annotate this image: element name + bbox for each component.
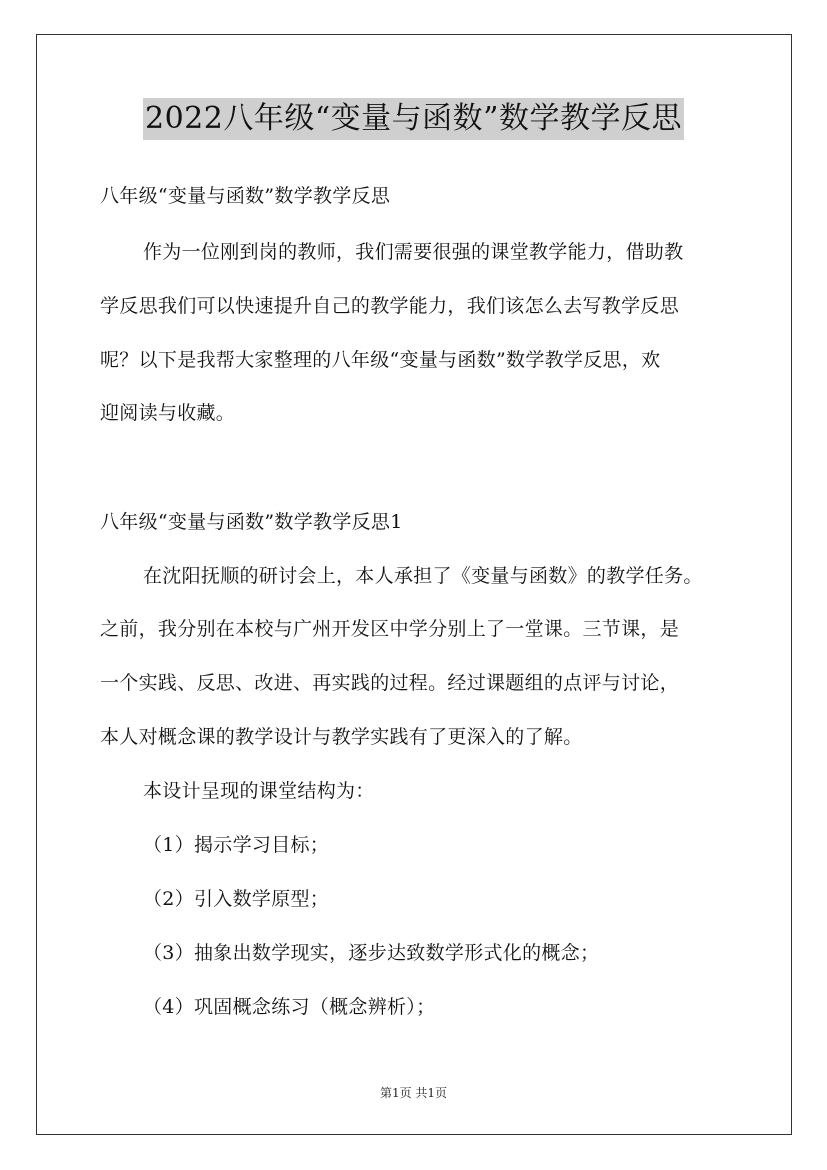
structure-item: （2）引入数学原型； <box>143 888 330 910</box>
section-line: 在沈阳抚顺的研讨会上，本人承担了《变量与函数》的教学任务。 <box>143 565 703 587</box>
intro-line: 学反思我们可以快速提升自己的教学能力，我们该怎么去写教学反思 <box>100 295 680 317</box>
structure-intro: 本设计呈现的课堂结构为： <box>143 780 375 802</box>
title-container <box>0 98 827 140</box>
intro-line: 呢？以下是我帮大家整理的八年级“变量与函数”数学教学反思，欢 <box>100 349 661 371</box>
section-line: 一个实践、反思、改进、再实践的过程。经过课题组的点评与讨论， <box>100 672 680 694</box>
structure-item: （1）揭示学习目标； <box>143 834 330 856</box>
page-number: 第1页 共1页 <box>379 1086 448 1100</box>
subtitle: 八年级“变量与函数”数学教学反思 <box>100 185 391 207</box>
section-line: 之前，我分别在本校与广州开发区中学分别上了一堂课。三节课，是 <box>100 618 680 640</box>
structure-item: （3）抽象出数学现实，逐步达致数学形式化的概念； <box>143 942 600 964</box>
intro-line: 作为一位刚到岗的教师，我们需要很强的课堂教学能力，借助教 <box>143 241 684 263</box>
section-heading: 八年级“变量与函数”数学教学反思1 <box>100 511 403 533</box>
intro-line: 迎阅读与收藏。 <box>100 402 236 424</box>
section-line: 本人对概念课的教学设计与教学实践有了更深入的了解。 <box>100 726 583 748</box>
structure-item: （4）巩固概念练习（概念辨析）； <box>143 996 436 1018</box>
document-title: 2022八年级“变量与函数”数学教学反思 <box>143 98 684 140</box>
